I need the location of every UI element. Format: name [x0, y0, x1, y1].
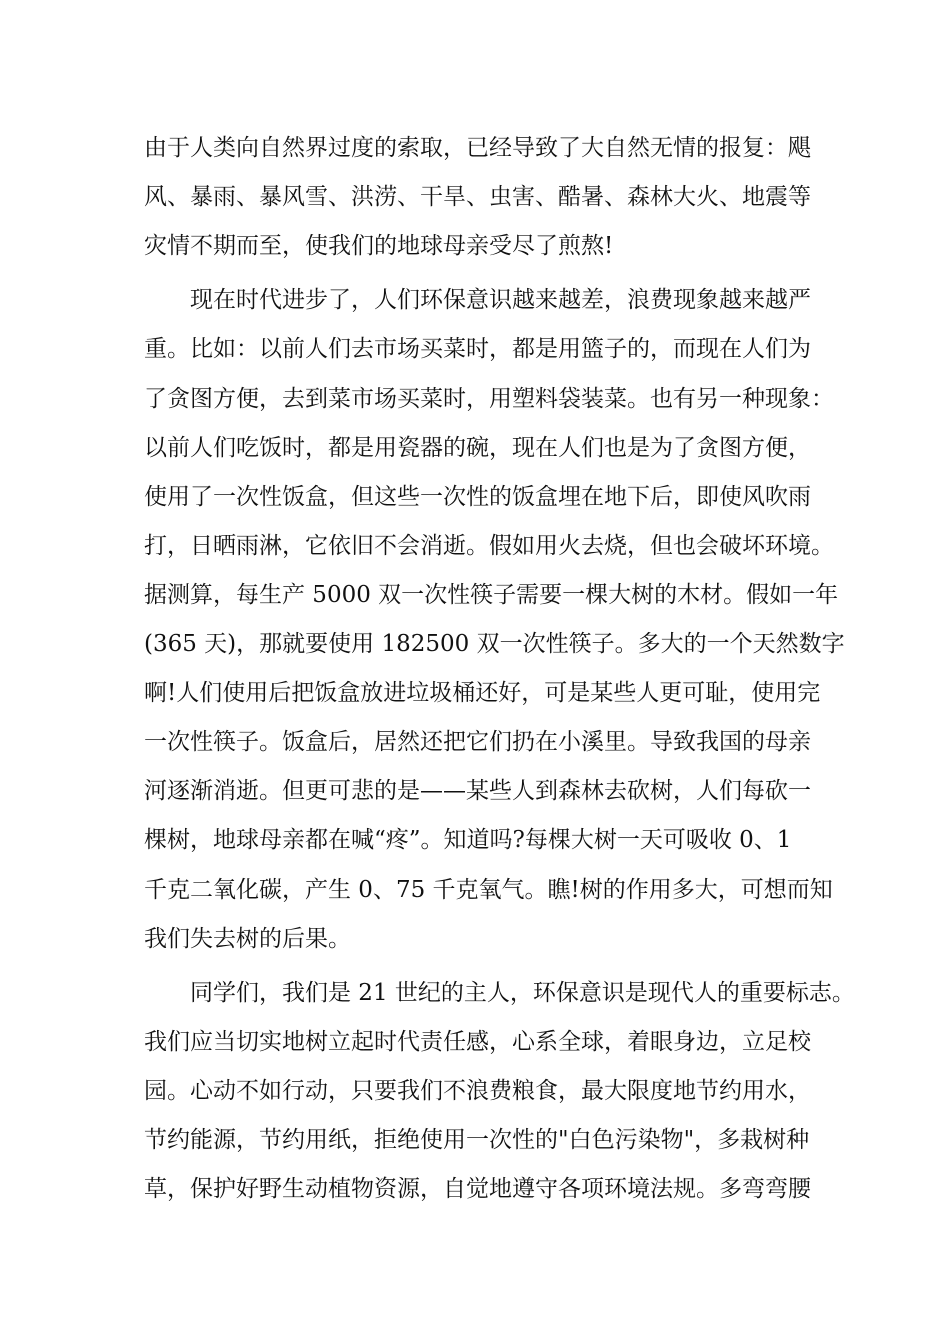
text-line: 千克二氧化碳，产生 0、75 千克氧气。瞧!树的作用多大，可想而知 — [144, 876, 833, 903]
text-line: 啊!人们使用后把饭盒放进垃圾桶还好，可是某些人更可耻，使用完 — [144, 680, 821, 707]
text-line: 节约能源，节约用纸，拒绝使用一次性的"白色污染物"，多栽树种 — [144, 1127, 810, 1153]
text-line: 河逐渐消逝。但更可悲的是——某些人到森林去砍树，人们每砍一 — [144, 778, 811, 805]
text-line: 重。比如：以前人们去市场买菜时，都是用篮子的，而现在人们为 — [144, 336, 811, 363]
text-line: 草，保护好野生动植物资源，自觉地遵守各项环境法规。多弯弯腰 — [144, 1176, 811, 1203]
text-line: 灾情不期而至，使我们的地球母亲受尽了煎熬! — [144, 233, 614, 260]
text-line: 风、暴雨、暴风雪、洪涝、干旱、虫害、酷暑、森林大火、地震等 — [144, 184, 811, 211]
text-line: 了贪图方便，去到菜市场买菜时，用塑料袋装菜。也有另一种现象： — [144, 385, 834, 412]
text-line: 以前人们吃饭时，都是用瓷器的碗，现在人们也是为了贪图方便， — [144, 434, 811, 461]
text-line: 打，日晒雨淋，它依旧不会消逝。假如用火去烧，但也会破坏环境。 — [144, 532, 834, 559]
text-line: 同学们，我们是 21 世纪的主人，环保意识是现代人的重要标志。 — [190, 979, 855, 1006]
text-line: 由于人类向自然界过度的索取，已经导致了大自然无情的报复：飓 — [144, 135, 811, 161]
text-line: 一次性筷子。饭盒后，居然还把它们扔在小溪里。导致我国的母亲 — [144, 729, 811, 756]
text-line: 我们应当切实地树立起时代责任感，心系全球，着眼身边，立足校 — [144, 1028, 811, 1055]
text-line: (365 天)，那就要使用 182500 双一次性筷子。多大的一个天然数字 — [144, 631, 845, 657]
text-line: 使用了一次性饭盒，但这些一次性的饭盒埋在地下后，即使风吹雨 — [144, 483, 811, 510]
text-line: 现在时代进步了，人们环保意识越来越差，浪费现象越来越严 — [190, 287, 811, 314]
text-line: 棵树，地球母亲都在喊“疼”。知道吗?每棵大树一天可吸收 0、1 — [144, 827, 792, 854]
text-line: 我们失去树的后果。 — [144, 925, 351, 952]
text-line: 园。心动不如行动，只要我们不浪费粮食，最大限度地节约用水， — [144, 1077, 811, 1104]
text-line: 据测算，每生产 5000 双一次性筷子需要一棵大树的木材。假如一年 — [144, 581, 839, 608]
